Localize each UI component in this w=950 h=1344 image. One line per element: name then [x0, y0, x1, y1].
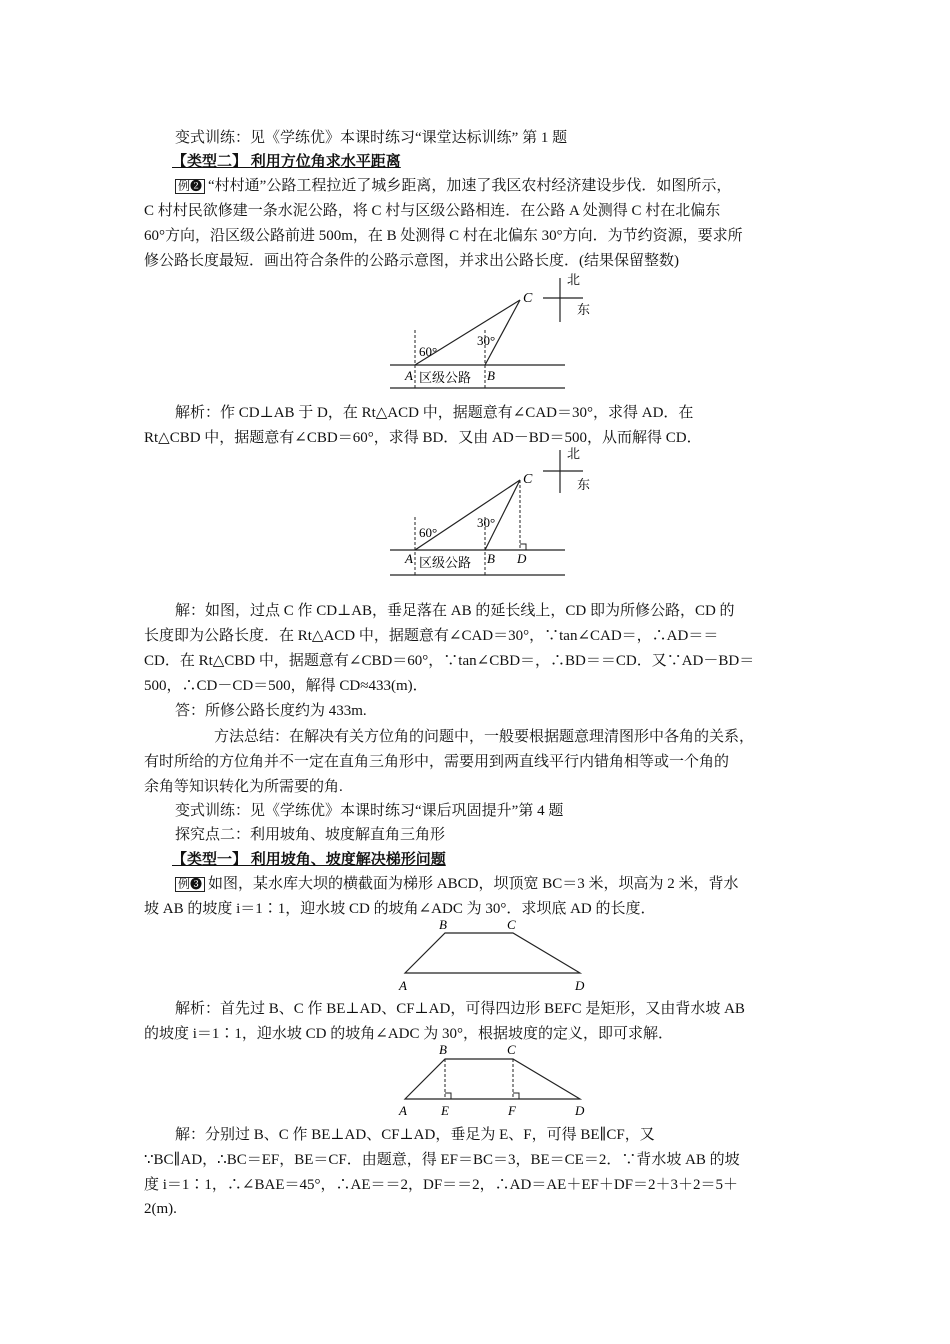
point-a: A	[399, 1103, 407, 1118]
explore-point-2: 探究点二：利用坡角、坡度解直角三角形	[175, 827, 446, 843]
analysis-1-line-2: Rt△CBD 中，据题意有∠CBD＝60°，求得 BD．又由 AD－BD＝500，从而解得 CD．	[144, 430, 702, 446]
solution-1-line-2: 长度即为公路长度．在 Rt△ACD 中，据题意有∠CAD＝30°，∵tan∠CAD＝，∴AD＝＝	[144, 628, 719, 644]
solution-2-line-4: 2(m).	[144, 1201, 177, 1217]
example-2-line-2: C 村村民欲修建一条水泥公路，将 C 村与区级公路相连．在公路 A 处测得 C 村在北偏东	[144, 203, 721, 219]
example-3-text: 如图，某水库大坝的横截面为梯形 ABCD，坝顶宽 BC＝3 米，坝高为 2 米，背水	[208, 876, 739, 892]
point-c: C	[523, 472, 533, 487]
type-two-title: 【类型二】 利用方位角求水平距离	[172, 154, 401, 170]
example-3-line-1	[175, 874, 738, 894]
solution-2-line-2: ∵BC∥AD，∴BC＝EF，BE＝CF．由题意，得 EF＝BC＝3，BE＝CE＝2．∵背水坡 AB 的坡	[144, 1152, 740, 1168]
type-one-heading	[172, 850, 446, 870]
road-label: 区级公路	[419, 370, 472, 385]
east-label: 东	[577, 477, 591, 492]
point-c: C	[507, 918, 516, 932]
solution-1-line-3: CD．在 Rt△CBD 中，据题意有∠CBD＝60°，∵tan∠CBD＝，∴BD＝＝CD．又∵AD－BD＝	[144, 653, 755, 669]
type-one-title: 【类型一】 利用坡角、坡度解决梯形问题	[172, 852, 446, 868]
figure-road-2	[385, 445, 605, 580]
angle-60: 60°	[419, 525, 438, 540]
point-b: B	[439, 918, 447, 932]
point-f: F	[508, 1103, 516, 1118]
angle-30: 30°	[477, 515, 496, 530]
method-summary-line-1: 方法总结：在解决有关方位角的问题中，一般要根据题意理清图形中各角的关系，	[214, 729, 755, 745]
method-summary-line-3: 余角等知识转化为所需要的角.	[144, 779, 343, 795]
answer-1: 答：所修公路长度约为 433m.	[175, 703, 367, 719]
point-c: C	[507, 1042, 516, 1057]
point-b: B	[439, 1042, 447, 1057]
analysis-2-line-2: 的坡度 i＝1∶1，迎水坡 CD 的坡角∠ADC 为 30°，根据坡度的定义，即可求解．	[144, 1026, 673, 1042]
figure-trapezoid-2	[395, 1040, 595, 1118]
north-label: 北	[567, 446, 581, 461]
point-a: A	[405, 551, 413, 566]
angle-60: 60°	[419, 344, 438, 359]
point-a: A	[399, 978, 407, 993]
example-2-line-1	[175, 176, 731, 196]
analysis-1-line-1: 解析：作 CD⊥AB 于 D，在 Rt△ACD 中，据题意有∠CAD＝30°，求得 AD．在	[175, 405, 694, 421]
point-a: A	[405, 368, 413, 383]
road-label: 区级公路	[419, 555, 472, 570]
solution-2-line-3: 度 i＝1∶1，∴∠BAE＝45°，∴AE＝＝2，DF＝＝2，∴AD＝AE＋EF＋DF＝2＋3＋2＝5＋	[144, 1177, 738, 1193]
point-c: C	[523, 291, 533, 306]
variant-training-2: 变式训练：见《学练优》本课时练习“课后巩固提升”第 4 题	[175, 803, 564, 819]
figure-road-1	[385, 270, 605, 395]
example-2-tag: 例❷	[175, 179, 205, 194]
north-label: 北	[567, 272, 581, 287]
example-2-line-3: 60°方向，沿区级公路前进 500m，在 B 处测得 C 村在北偏东 30°方向．为节约资源，要求所	[144, 228, 743, 244]
figure-trapezoid-1	[395, 918, 595, 994]
example-2-line-4: 修公路长度最短．画出符合条件的公路示意图，并求出公路长度．(结果保留整数)	[144, 253, 679, 269]
solution-1-line-1: 解：如图，过点 C 作 CD⊥AB，垂足落在 AB 的延长线上，CD 即为所修公路，CD 的	[175, 603, 735, 619]
example-3-tag: 例❸	[175, 877, 205, 892]
point-d: D	[575, 978, 585, 993]
point-d: D	[575, 1103, 585, 1118]
example-3-line-2: 坡 AB 的坡度 i＝1∶1，迎水坡 CD 的坡角∠ADC 为 30°．求坝底 AD 的长度．	[144, 901, 656, 917]
example-2-text: “村村通”公路工程拉近了城乡距离，加速了我区农村经济建设步伐．如图所示，	[208, 178, 732, 194]
angle-30: 30°	[477, 333, 496, 348]
point-d: D	[517, 551, 527, 566]
point-b: B	[487, 551, 495, 566]
solution-1-line-4: 500，∴CD－CD＝500，解得 CD≈433(m)．	[144, 678, 428, 694]
variant-training-1: 变式训练：见《学练优》本课时练习“课堂达标训练” 第 1 题	[175, 130, 568, 146]
east-label: 东	[577, 302, 591, 317]
point-e: E	[441, 1103, 449, 1118]
type-two-heading	[172, 152, 401, 172]
method-summary-line-2: 有时所给的方位角并不一定在直角三角形中，需要用到两直线平行内错角相等或一个角的	[144, 754, 730, 770]
analysis-2-line-1: 解析：首先过 B、C 作 BE⊥AD、CF⊥AD，可得四边形 BEFC 是矩形，又由背水坡 AB	[175, 1001, 745, 1017]
solution-2-line-1: 解：分别过 B、C 作 BE⊥AD、CF⊥AD，垂足为 E、F，可得 BE∥CF，又	[175, 1127, 655, 1143]
point-b: B	[487, 368, 495, 383]
